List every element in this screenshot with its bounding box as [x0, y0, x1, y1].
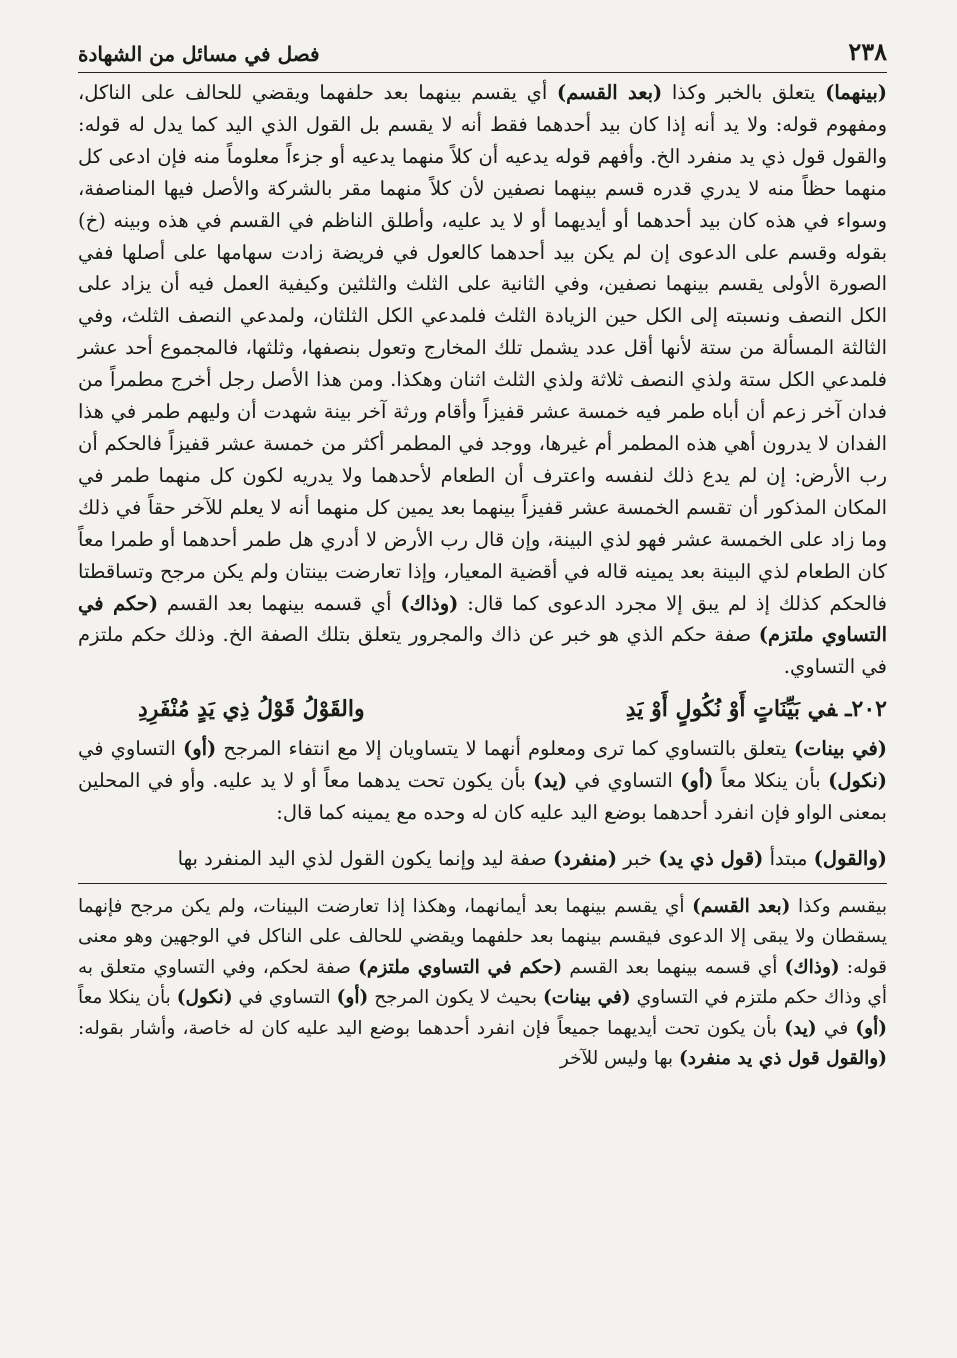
- text-run: خبر: [617, 846, 659, 870]
- verse-line: [78, 689, 887, 729]
- text-run: بأن ينكلا معاً: [713, 769, 829, 793]
- key-term: (نكول): [828, 769, 887, 793]
- commentary-paragraph: [78, 733, 887, 829]
- text-run: أي قسمه بينهما بعد القسم: [562, 956, 785, 978]
- key-term: (حكم في التساوي ملتزم): [78, 591, 887, 647]
- key-term: (أو): [855, 1017, 888, 1039]
- text-run: أي قسمه بينهما بعد القسم: [158, 591, 401, 615]
- verse-first-half: [626, 689, 887, 729]
- verse-second-hemistich: والقَوْلُ قَوْلُ ذِي يَدٍ مُنْفَرِدِ: [138, 696, 365, 723]
- text-run: يتعلق بالخبر وكذا: [662, 81, 826, 104]
- commentary-last-line: [78, 843, 887, 875]
- text-run: أي يقسم بينهما بعد حلفهما ويقضي للحالف على الناكل، ومفهوم قوله: ولا يد أنه إذا كان بيد أحدهما فقط أنه لا يقسم بل القول الذي اليد كما يدل له قوله: والقول قول ذي يد منفرد الخ. وأفهم قوله يدعيه أن كلاً منهما يدعيه أو جزءاً معلوماً منه فإن ادعى كل منهما حظاً منه لا يدري قدره قسم بينهما نصفين لأن كلاً منهما مقر بالشركة والأصل فيها المناصفة، وسواء في هذه كان بيد أحدهما أو أيديهما أو لا يد عليه، وأطلق الناظم في القسم في هذه وبينه (خ) بقوله وقسم على الدعوى إن لم يكن بيد أحدهما كالعول في فريضة زادت سهامها على أصلها ففي الصورة الأولى يقسم بينهما نصفين، وفي الثانية على الثلث والثلثين وكيفية العمل فيه أن يزاد على الكل النصف ونسبته إلى الكل حين الزيادة الثلث فلمدعي الكل الثلثان، ولمدعي النصف الثلث، وفي الثالثة المسألة من ستة لأنها أقل عدد يشمل تلك المخارج وتعول بنصفها، وثلثها، فالمجموع أحد عشر فلمدعي الكل ستة ولذي النصف ثلاثة ولذي الثلث اثنان وهكذا. ومن هذا الأصل رجل أخرج مطمراً من فدان آخر زعم أن أباه طمر فيه خمسة عشر قفيزاً وأقام ورثة آخر بينة شهدت أن وليهم طمر في هذا الفدان لا يدرون أهي هذه المطمر أم غيرها، ووجد في المطمر أكثر من خمسة عشر قفيزاً فالحكم أن رب الأرض: إن لم يدع ذلك لنفسه واعترف أن الطعام لأحدهما ولا يدريه لكون كل منهما طمر في المكان المذكور أن تقسم الخمسة عشر قفيزاً بينهما بعد يمين كل منهما أنه لا يعلم للآخر حقاً في ذلك وما زاد على الخمسة عشر فهو لذي البينة، وإن قال رب الأرض لا أدري هل طمر أحدهما أو طمرا معاً كان الطعام لذي البينة بعد يمينه قاله في أقضية المعيار، وإذا تعارضت بينتان ولم يكن مرجح وتساقطتا فالحكم كذلك إذ لم يبق إلا مجرد الدعوى كما قال:: [78, 81, 887, 615]
- key-term: (في بينات): [542, 987, 631, 1009]
- text-run: صفة ليد وإنما يكون القول لذي اليد المنفرد بها: [177, 846, 553, 870]
- body-paragraph: [78, 77, 887, 683]
- text-run: بأن يكون تحت يدهما معاً أو لا يد عليه. وأو في المحلين بمعنى الواو فإن انفرد أحدهما بوضع اليد عليه كان له وحده مع يمينه كما قال:: [78, 769, 887, 825]
- text-run: بها وليس للآخر: [559, 1048, 679, 1070]
- text-run: بأن ينكلا معاً: [78, 987, 177, 1009]
- key-term: (والقول): [813, 846, 887, 870]
- key-term: (وذاك): [784, 956, 840, 978]
- key-term: (أو): [183, 737, 217, 761]
- key-term: (يد): [784, 1017, 817, 1039]
- key-term: (بعد القسم): [556, 81, 663, 104]
- text-run: التساوي في: [78, 737, 183, 761]
- key-term: (يد): [533, 769, 568, 793]
- key-term: (قول ذي يد): [658, 846, 764, 870]
- key-term: (في بينات): [793, 737, 888, 761]
- key-term: (والقول قول ذي يد منفرد): [678, 1048, 887, 1070]
- text-run: بأن يكون تحت أيديهما جميعاً فإن انفرد أحدهما بوضع اليد عليه كان له خاصة، وأشار بقوله:: [78, 1017, 785, 1039]
- text-run: صفة حكم الذي هو خبر عن ذاك والمجرور يتعلق بتلك الصفة الخ. وذلك حكم ملتزم في التساوي.: [78, 623, 887, 679]
- verse-first-hemistich: في بَيِّنَاتٍ أَوْ نُكُولٍ أَوْ يَدِ: [625, 696, 838, 723]
- key-term: (نكول): [176, 987, 233, 1009]
- text-run: في: [816, 1017, 856, 1039]
- footnote-paragraph: [78, 892, 887, 1075]
- text-run: صفة لحكم، وفي التساوي متعلق به أي وذاك حكم ملتزم في التساوي: [78, 956, 887, 1009]
- text-run: مبتدأ: [763, 846, 814, 870]
- key-term: (أو): [680, 769, 714, 793]
- footnote-separator: [78, 883, 887, 884]
- key-term: (بعد القسم): [692, 895, 791, 917]
- key-term: (وذاك): [400, 591, 459, 615]
- key-term: (حكم في التساوي ملتزم): [358, 956, 563, 978]
- text-run: يتعلق بالتساوي كما ترى ومعلوم أنهما لا يتساويان إلا مع انتفاء المرجح: [216, 737, 794, 761]
- key-term: (منفرد): [552, 846, 618, 870]
- verse-number: ٢٠٢ـ: [845, 696, 887, 723]
- text-run: بحيث لا يكون المرجح: [368, 987, 543, 1009]
- text-run: أي يقسم بينهما بعد أيمانهما، وهكذا إذا تعارضت البينات، ولم يكن مرجح فإنهما يسقطان ولا يبقى إلا الدعوى فيقسم بينهما بعد حلفهما ويقضي للحالف على الناكل في الوجهين وهو معنى قوله:: [78, 895, 887, 978]
- key-term: (بينهما): [825, 81, 887, 104]
- running-title: فصل في مسائل من الشهادة: [78, 42, 320, 66]
- text-run: بيقسم وكذا: [790, 895, 888, 917]
- text-run: التساوي في: [232, 987, 337, 1009]
- page-number: ٢٣٨: [848, 37, 887, 66]
- page-header: [78, 22, 887, 73]
- key-term: (أو): [336, 987, 369, 1009]
- text-run: التساوي في: [567, 769, 681, 793]
